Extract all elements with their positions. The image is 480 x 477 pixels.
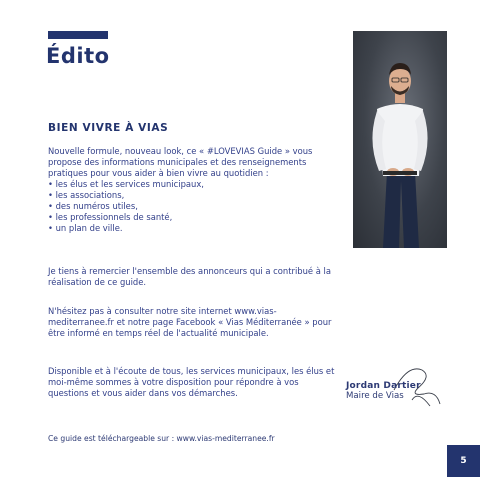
intro-text: Nouvelle formule, nouveau look, ce « #LOVEVIAS Guide » vous propose des informations municipales et des renseignements pratiques pour vous aider à bien vivre au quotidien : — [48, 146, 313, 178]
signer-name: Jordan Dartier — [346, 381, 421, 391]
signer-role: Maire de Vias — [346, 391, 404, 401]
page-title: Édito — [46, 44, 110, 68]
page-number-badge — [447, 445, 480, 477]
list-item: • des numéros utiles, — [48, 201, 338, 212]
list-item: • les associations, — [48, 190, 338, 201]
page-number: 5 — [460, 456, 467, 466]
mayor-portrait-photo — [353, 31, 447, 248]
list-item: • un plan de ville. — [48, 223, 338, 234]
closing-paragraph: Disponible et à l'écoute de tous, les services municipaux, les élus et moi-même sommes à votre disposition pour répondre à vos questions et vous aider dans vos démarches. — [48, 366, 335, 398]
intro-paragraph — [48, 146, 338, 234]
section-heading: BIEN VIVRE À VIAS — [48, 122, 169, 134]
title-accent-bar — [48, 31, 108, 39]
thanks-paragraph: Je tiens à remercier l'ensemble des annonceurs qui a contribué à la réalisation de ce guide. — [48, 266, 331, 287]
info-list — [48, 179, 338, 234]
list-item: • les professionnels de santé, — [48, 212, 338, 223]
list-item: • les élus et les services municipaux, — [48, 179, 338, 190]
download-note: Ce guide est téléchargeable sur : www.vias-mediterranee.fr — [48, 434, 275, 443]
signature-block — [346, 381, 421, 401]
website-paragraph: N'hésitez pas à consulter notre site internet www.vias-mediterranee.fr et notre page Facebook « Vias Méditerranée » pour être informé en temps réel de l'actualité municipale. — [48, 306, 332, 338]
